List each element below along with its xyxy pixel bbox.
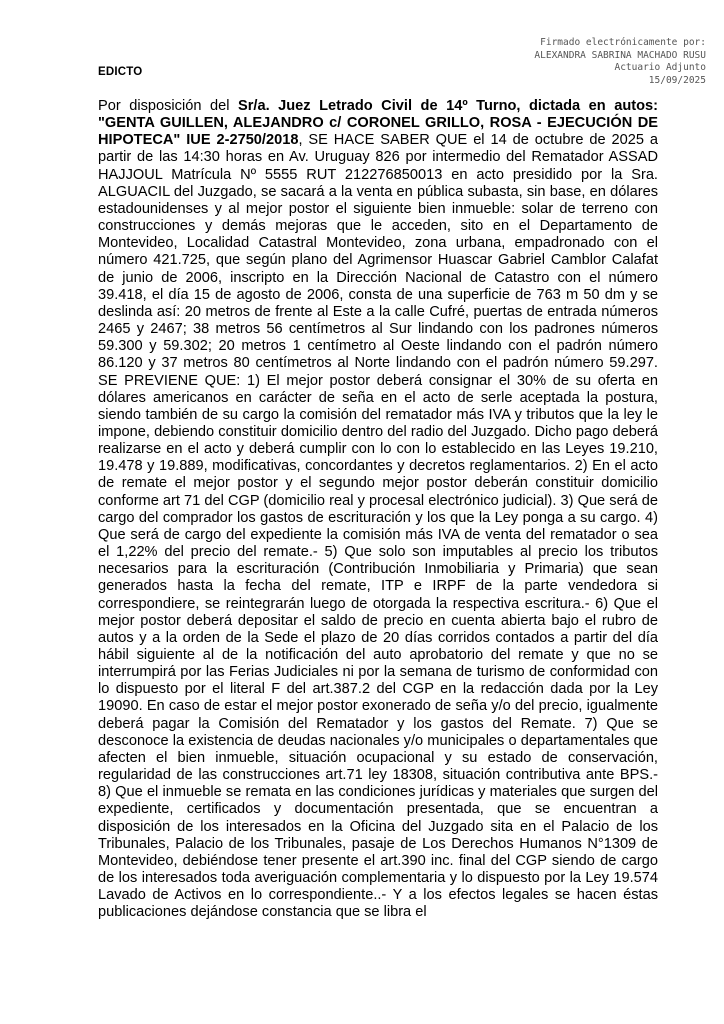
body-intro: Por disposición del — [98, 98, 238, 114]
signature-date: 15/09/2025 — [648, 74, 706, 86]
signature-signer-role: Actuario Adjunto — [614, 62, 706, 73]
document-title: EDICTO — [98, 66, 143, 78]
signature-line-1: Firmado electrónicamente por: — [540, 37, 706, 48]
body-case-reference: Sr/a. Juez Letrado Civil de 14º Turno, dictada en autos: "GENTA GUILLEN, ALEJANDRO c/ CORONEL GRILLO, ROSA - EJECUCIÓN DE HIPOTECA" IUE 2-2750/2018 — [98, 98, 658, 149]
edict-body — [98, 98, 658, 922]
body-main-text: , SE HACE SABER QUE el 14 de octubre de 2025 a partir de las 14:30 horas en Av. Uruguay 826 por intermedio del Rematador ASSAD HAJJOUL Matrícula Nº 5555 RUT 212276850013 en acto presidido por la Sra. ALGUACIL del Juzgado, se sacará a la venta en pública subasta, sin base, en dólares estadounidenses y al mejor postor el siguiente bien inmueble: solar de terreno con construcciones y demás mejoras que le acceden, sito en el Departamento de Montevideo, Localidad Catastral Montevideo, zona urbana, empadronado con el número 421.725, que según plano del Agrimensor Huascar Gabriel Camblor Calafat de junio de 2006, inscripto en la Dirección Nacional de Catastro con el número 39.418, el día 15 de agosto de 2006, consta de una superficie de 763 m 50 dm y se deslinda así: 20 metros de frente al Este a la calle Cufré, puertas de entrada números 2465 y 2467; 38 metros 56 centímetros al Sur lindando con los padrones números 59.300 y 59.302; 20 metros 1 centímetro al Oeste lindando con el padrón número 86.120 y 37 metros 80 centímetros al Norte lindando con el padrón número 59.297. SE PREVIENE QUE: 1) El mejor postor deberá consignar el 30% de su oferta en dólares americanos en carácter de seña en el acto de serle aceptada la postura, siendo también de su cargo la comisión del rematador más IVA y tributos que la ley le impone, debiendo constituir domicilio dentro del radio del Juzgado. Dicho pago deberá realizarse en el acto y deberá cumplir con lo con lo establecido en las Leyes 19.210, 19.478 y 19.889, modificativas, concordantes y decretos reglamentarios. 2) En el acto de remate el mejor postor y el segundo mejor postor deberán constituir domicilio conforme art 71 del CGP (domicilio real y procesal electrónico judicial). 3) Que será de cargo del comprador los gastos de escrituración y los que la Ley ponga a su cargo. 4) Que será de cargo del expediente la comisión más IVA de venta del rematador o sea el 1,22% del precio del remate.- 5) Que solo son imputables al precio los tributos necesarios para la escrituración (Contribución Inmobiliaria y Primaria) que sean generados hasta la fecha del remate, ITP e IRPF de la parte vendedora si correspondiere, se reintegrarán luego de otorgada la respectiva escritura.- 6) Que el mejor postor deberá depositar el saldo de precio en cuenta abierta bajo el rubro de autos y a la orden de la Sede el plazo de 20 días corridos contados a partir del día hábil siguiente al de la notificación del auto aprobatorio del remate y que no se interrumpirá por las Ferias Judiciales ni por la semana de turismo de conformidad con lo dispuesto por el literal F del art.387.2 del CGP en la redacción dada por la Ley 19090. En caso de estar el mejor postor exonerado de seña y/o del precio, igualmente deberá pagar la Comisión del Rematador y los gastos del Remate. 7) Que se desconoce la existencia de deudas nacionales y/o municipales o departamentales que afecten el bien inmueble, situación ocupacional y su estado de conservación, regularidad de las construcciones art.71 ley 18308, situación contributiva ante BPS.- 8) Que el inmueble se remata en las condiciones jurídicas y materiales que surgen del expediente, certificados y documentación presentada, que se encuentran a disposición de los interesados en la Oficina del Juzgado sita en el Palacio de los Tribunales, Palacio de los Tribunales, pasaje de Los Derechos Humanos N°1309 de Montevideo, debiéndose tener presente el art.390 inc. final del CGP siendo de cargo de los interesados toda averiguación complementaria y lo dispuesto por la Ley 19.574 Lavado de Activos en lo correspondiente..- Y a los efectos legales se hacen éstas publicaciones dejándose constancia que se libra el — [98, 132, 658, 921]
signature-signer-name: ALEXANDRA SABRINA MACHADO RUSU — [534, 49, 706, 61]
electronic-signature-stamp — [466, 37, 706, 87]
